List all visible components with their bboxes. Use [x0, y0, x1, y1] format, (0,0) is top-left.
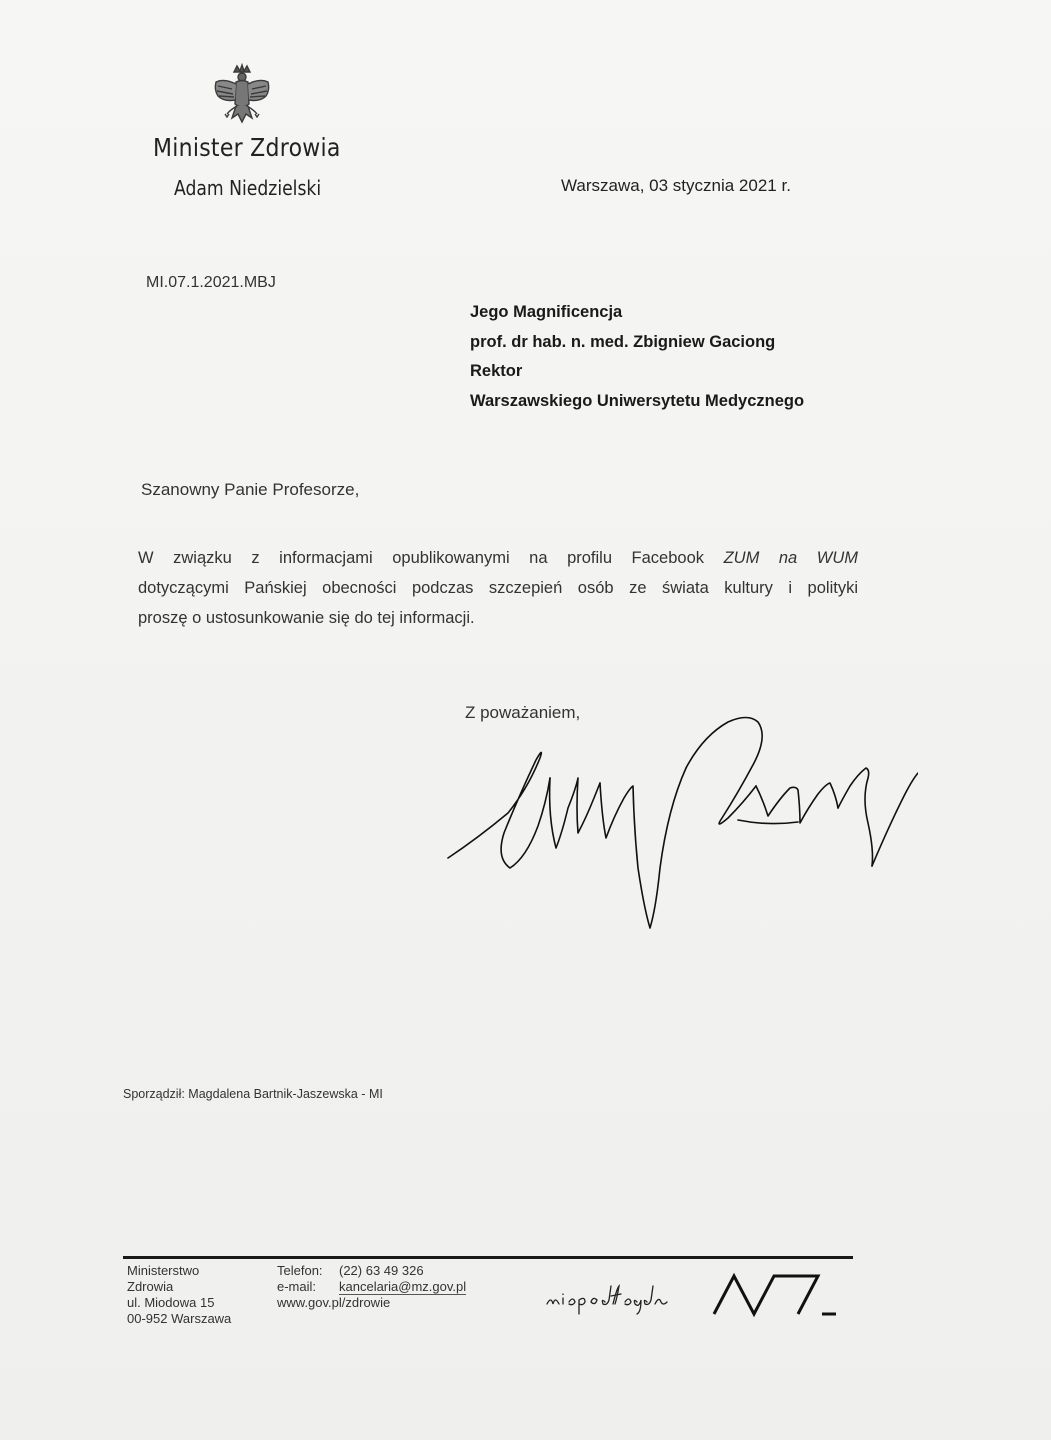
recipient-line: Warszawskiego Uniwersytetu Medycznego	[470, 391, 805, 410]
phone-label: Telefon:	[277, 1263, 323, 1278]
body-text: W związku z informacjami opublikowanymi na profilu Facebook	[138, 549, 724, 567]
address-line: 00-952 Warszawa	[127, 1311, 232, 1326]
phone-row	[277, 1263, 466, 1279]
polish-eagle-emblem-icon	[210, 62, 274, 132]
address-line: Zdrowia	[127, 1279, 174, 1294]
letter-date: Warszawa, 03 stycznia 2021 r.	[561, 176, 791, 195]
minister-name: Adam Niedzielski	[174, 176, 322, 200]
greeting: Szanowny Panie Profesorze,	[141, 480, 360, 499]
body-line: dotyczącymi Pańskiej obecności podczas szczepień osób ze świata kultury i polityki	[138, 579, 858, 597]
closing: Z poważaniem,	[465, 703, 581, 722]
recipient-line: Jego Magnificencja	[470, 303, 623, 321]
handwritten-signature-icon	[438, 708, 918, 940]
website-link[interactable]: www.gov.pl/zdrowie	[277, 1295, 391, 1310]
facebook-profile-name: ZUM na WUM	[723, 549, 859, 567]
footer-address	[127, 1263, 231, 1327]
mz-logo-icon	[712, 1272, 842, 1320]
reference-number: MI.07.1.2021.MBJ	[146, 274, 276, 291]
footer-divider	[123, 1256, 853, 1259]
prepared-by: Sporządził: Magdalena Bartnik-Jaszewska - MI	[123, 1087, 383, 1101]
recipient-line: Rektor	[470, 362, 523, 380]
footer-contact	[277, 1263, 466, 1311]
minister-title: Minister Zdrowia	[153, 133, 341, 162]
phone-number: (22) 63 49 326	[339, 1263, 424, 1278]
recipient-line: prof. dr hab. n. med. Zbigniew Gaciong	[470, 332, 776, 351]
email-label: e-mail:	[277, 1279, 317, 1294]
address-line: ul. Miodowa 15	[127, 1295, 215, 1310]
address-line: Ministerstwo	[127, 1263, 200, 1278]
body-line: proszę o ustosunkowanie się do tej informacji.	[138, 609, 475, 627]
niepodlegla-script-icon	[543, 1278, 683, 1318]
recipient-block	[470, 298, 804, 416]
email-row	[277, 1279, 466, 1295]
body-line	[138, 543, 858, 573]
email-link[interactable]: kancelaria@mz.gov.pl	[339, 1279, 467, 1294]
letter-body	[138, 543, 858, 633]
